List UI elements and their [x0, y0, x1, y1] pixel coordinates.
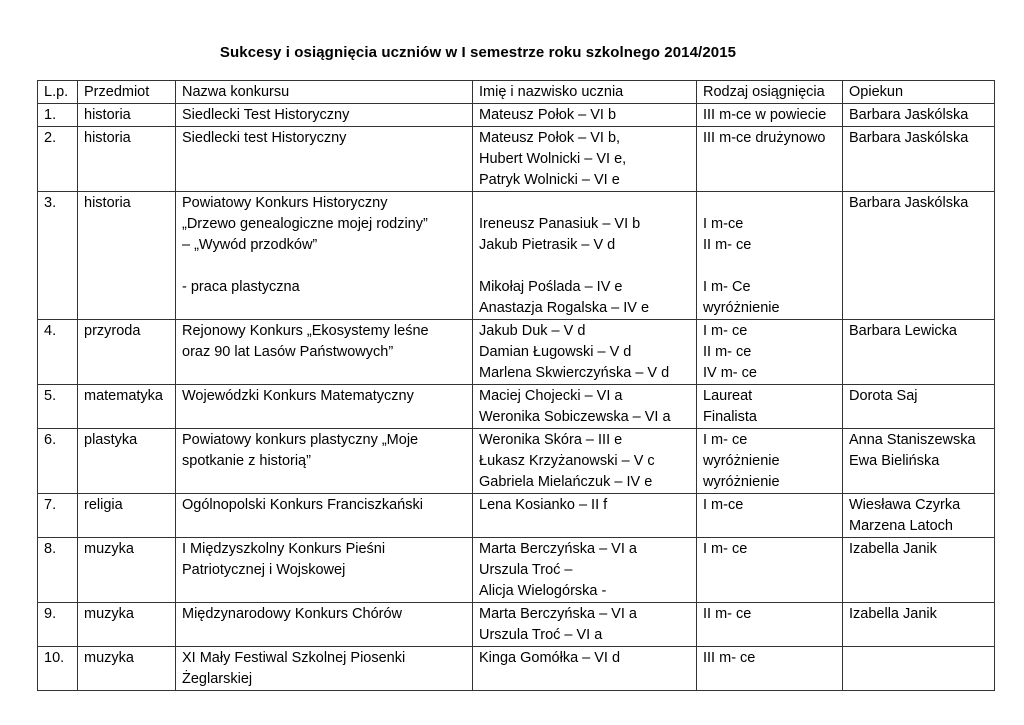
cell-osiagniecie — [697, 494, 843, 538]
cell-konkurs — [176, 603, 473, 647]
cell-lp — [38, 429, 78, 494]
cell-line: Wojewódzki Konkurs Matematyczny — [182, 388, 414, 404]
cell-lp — [38, 192, 78, 320]
cell-uczniowie — [473, 603, 697, 647]
cell-line: plastyka — [84, 432, 138, 448]
cell-line: Izabella Janik — [849, 606, 937, 622]
cell-konkurs — [176, 494, 473, 538]
cell-line: Ewa Bielińska — [849, 453, 940, 469]
cell-lp — [38, 494, 78, 538]
cell-line: Łukasz Krzyżanowski – V c — [479, 453, 655, 469]
header-cell-przedmiot: Przedmiot — [78, 81, 176, 104]
cell-line — [703, 193, 837, 214]
cell-line: muzyka — [84, 650, 134, 666]
cell-konkurs — [176, 320, 473, 385]
cell-line: religia — [84, 497, 123, 513]
cell-uczniowie — [473, 320, 697, 385]
cell-lp — [38, 538, 78, 603]
cell-line: matematyka — [84, 388, 163, 404]
cell-przedmiot — [78, 104, 176, 127]
cell-line — [182, 256, 467, 277]
cell-osiagniecie — [697, 385, 843, 429]
cell-line: Damian Ługowski – V d — [479, 344, 632, 360]
cell-line: I Międzyszkolny Konkurs Pieśni — [182, 541, 386, 557]
cell-line: Barbara Lewicka — [849, 323, 957, 339]
cell-line: „Drzewo genealogiczne mojej rodziny” — [182, 216, 428, 232]
cell-uczniowie — [473, 494, 697, 538]
cell-line: Wiesława Czyrka — [849, 497, 961, 513]
cell-line: I m- Ce — [703, 279, 751, 295]
cell-osiagniecie — [697, 320, 843, 385]
cell-line: muzyka — [84, 541, 134, 557]
cell-line: Laureat — [703, 388, 753, 404]
cell-line: Ogólnopolski Konkurs Franciszkański — [182, 497, 423, 513]
cell-line: 6. — [44, 432, 57, 448]
cell-opiekun — [843, 538, 995, 603]
header-cell-lp: L.p. — [38, 81, 78, 104]
cell-przedmiot — [78, 429, 176, 494]
cell-line: wyróżnienie — [703, 474, 780, 490]
cell-line: 2. — [44, 130, 57, 146]
table-row — [38, 320, 995, 385]
cell-line: Siedlecki Test Historyczny — [182, 107, 350, 123]
cell-line: – „Wywód przodków” — [182, 237, 318, 253]
cell-line: Żeglarskiej — [182, 671, 253, 687]
cell-line — [703, 256, 837, 277]
cell-lp — [38, 320, 78, 385]
cell-line: spotkanie z historią” — [182, 453, 311, 469]
cell-line: Rejonowy Konkurs „Ekosystemy leśne — [182, 323, 429, 339]
cell-osiagniecie — [697, 192, 843, 320]
cell-line: Siedlecki test Historyczny — [182, 130, 347, 146]
cell-line: Patriotycznej i Wojskowej — [182, 562, 346, 578]
table-row — [38, 494, 995, 538]
cell-line: muzyka — [84, 606, 134, 622]
table-row — [38, 647, 995, 691]
table-row — [38, 192, 995, 320]
cell-konkurs — [176, 385, 473, 429]
cell-line: III m-ce w powiecie — [703, 107, 827, 123]
table-row — [38, 104, 995, 127]
cell-line: 8. — [44, 541, 57, 557]
cell-line: wyróżnienie — [703, 300, 780, 316]
cell-line: Patryk Wolnicki – VI e — [479, 172, 620, 188]
cell-opiekun — [843, 647, 995, 691]
cell-line: przyroda — [84, 323, 141, 339]
cell-line: Mateusz Połok – VI b — [479, 107, 617, 123]
cell-line: Ireneusz Panasiuk – VI b — [479, 216, 641, 232]
table-row — [38, 127, 995, 192]
cell-line: Alicja Wielogórska - — [479, 583, 607, 599]
cell-line: Urszula Troć – — [479, 562, 573, 578]
cell-line: III m-ce drużynowo — [703, 130, 826, 146]
cell-line: historia — [84, 107, 131, 123]
cell-konkurs — [176, 647, 473, 691]
header-cell-opiekun: Opiekun — [843, 81, 995, 104]
cell-line — [849, 648, 989, 669]
cell-opiekun — [843, 104, 995, 127]
cell-uczniowie — [473, 647, 697, 691]
cell-lp — [38, 603, 78, 647]
cell-uczniowie — [473, 127, 697, 192]
cell-line: Kinga Gomółka – VI d — [479, 650, 621, 666]
cell-line: Marta Berczyńska – VI a — [479, 541, 637, 557]
cell-przedmiot — [78, 538, 176, 603]
cell-line: Marta Berczyńska – VI a — [479, 606, 637, 622]
cell-line: Jakub Pietrasik – V d — [479, 237, 616, 253]
header-cell-uczen: Imię i nazwisko ucznia — [473, 81, 697, 104]
cell-line: Barbara Jaskólska — [849, 130, 969, 146]
cell-line: Mateusz Połok – VI b, — [479, 130, 621, 146]
cell-osiagniecie — [697, 104, 843, 127]
cell-line: 10. — [44, 650, 65, 666]
cell-line — [479, 193, 691, 214]
cell-line: I m- ce — [703, 541, 748, 557]
cell-konkurs — [176, 192, 473, 320]
cell-przedmiot — [78, 385, 176, 429]
cell-przedmiot — [78, 603, 176, 647]
cell-line: - praca plastyczna — [182, 279, 300, 295]
cell-line — [479, 256, 691, 277]
cell-konkurs — [176, 127, 473, 192]
cell-lp — [38, 127, 78, 192]
cell-line: III m- ce — [703, 650, 756, 666]
cell-line: Anna Staniszewska — [849, 432, 976, 448]
cell-lp — [38, 385, 78, 429]
cell-line: historia — [84, 130, 131, 146]
cell-osiagniecie — [697, 647, 843, 691]
cell-osiagniecie — [697, 429, 843, 494]
cell-line: Marzena Latoch — [849, 518, 953, 534]
cell-line: Anastazja Rogalska – IV e — [479, 300, 650, 316]
table-row — [38, 603, 995, 647]
cell-przedmiot — [78, 127, 176, 192]
cell-line: wyróżnienie — [703, 453, 780, 469]
cell-line: historia — [84, 195, 131, 211]
cell-line: Dorota Saj — [849, 388, 918, 404]
cell-opiekun — [843, 385, 995, 429]
cell-osiagniecie — [697, 538, 843, 603]
cell-uczniowie — [473, 104, 697, 127]
cell-opiekun — [843, 127, 995, 192]
cell-konkurs — [176, 538, 473, 603]
page-title: Sukcesy i osiągnięcia uczniów w I semestrze roku szkolnego 2014/2015 — [219, 44, 737, 61]
cell-uczniowie — [473, 385, 697, 429]
cell-line: II m- ce — [703, 237, 752, 253]
cell-osiagniecie — [697, 603, 843, 647]
cell-przedmiot — [78, 192, 176, 320]
cell-przedmiot — [78, 647, 176, 691]
cell-line: Barbara Jaskólska — [849, 195, 969, 211]
cell-line: Urszula Troć – VI a — [479, 627, 603, 643]
cell-line: 7. — [44, 497, 57, 513]
cell-line: Jakub Duk – V d — [479, 323, 586, 339]
cell-uczniowie — [473, 429, 697, 494]
cell-line: I m-ce — [703, 497, 744, 513]
cell-line: 1. — [44, 107, 57, 123]
cell-line: II m- ce — [703, 344, 752, 360]
cell-osiagniecie — [697, 127, 843, 192]
cell-line: XI Mały Festiwal Szkolnej Piosenki — [182, 650, 406, 666]
table-row — [38, 429, 995, 494]
cell-line: I m- ce — [703, 432, 748, 448]
cell-opiekun — [843, 320, 995, 385]
header-cell-konkurs: Nazwa konkursu — [176, 81, 473, 104]
cell-opiekun — [843, 494, 995, 538]
cell-line: Weronika Sobiczewska – VI a — [479, 409, 671, 425]
cell-line: Barbara Jaskólska — [849, 107, 969, 123]
cell-line: 4. — [44, 323, 57, 339]
cell-line: I m- ce — [703, 323, 748, 339]
cell-line: Finalista — [703, 409, 757, 425]
cell-line: Marlena Skwierczyńska – V d — [479, 365, 670, 381]
cell-opiekun — [843, 429, 995, 494]
table-header-row — [38, 81, 995, 104]
cell-lp — [38, 104, 78, 127]
cell-line: Maciej Chojecki – VI a — [479, 388, 623, 404]
cell-opiekun — [843, 192, 995, 320]
cell-line: 9. — [44, 606, 57, 622]
cell-line: Gabriela Mielańczuk – IV e — [479, 474, 653, 490]
table-row — [38, 385, 995, 429]
cell-opiekun — [843, 603, 995, 647]
cell-line: oraz 90 lat Lasów Państwowych” — [182, 344, 394, 360]
cell-konkurs — [176, 429, 473, 494]
cell-uczniowie — [473, 538, 697, 603]
cell-line: Weronika Skóra – III e — [479, 432, 623, 448]
cell-uczniowie — [473, 192, 697, 320]
cell-line: II m- ce — [703, 606, 752, 622]
cell-line: Lena Kosianko – II f — [479, 497, 608, 513]
cell-line: Mikołaj Poślada – IV e — [479, 279, 623, 295]
cell-lp — [38, 647, 78, 691]
cell-line: Powiatowy Konkurs Historyczny — [182, 195, 388, 211]
cell-line: 5. — [44, 388, 57, 404]
cell-line: IV m- ce — [703, 365, 757, 381]
table-row — [38, 538, 995, 603]
cell-przedmiot — [78, 320, 176, 385]
cell-line: Hubert Wolnicki – VI e, — [479, 151, 627, 167]
cell-line: I m-ce — [703, 216, 744, 232]
cell-line: 3. — [44, 195, 57, 211]
cell-line: Międzynarodowy Konkurs Chórów — [182, 606, 403, 622]
results-table — [37, 80, 995, 691]
cell-konkurs — [176, 104, 473, 127]
cell-line: Powiatowy konkurs plastyczny „Moje — [182, 432, 419, 448]
cell-przedmiot — [78, 494, 176, 538]
header-cell-osiagniecie: Rodzaj osiągnięcia — [697, 81, 843, 104]
cell-line: Izabella Janik — [849, 541, 937, 557]
table-body — [38, 104, 995, 691]
